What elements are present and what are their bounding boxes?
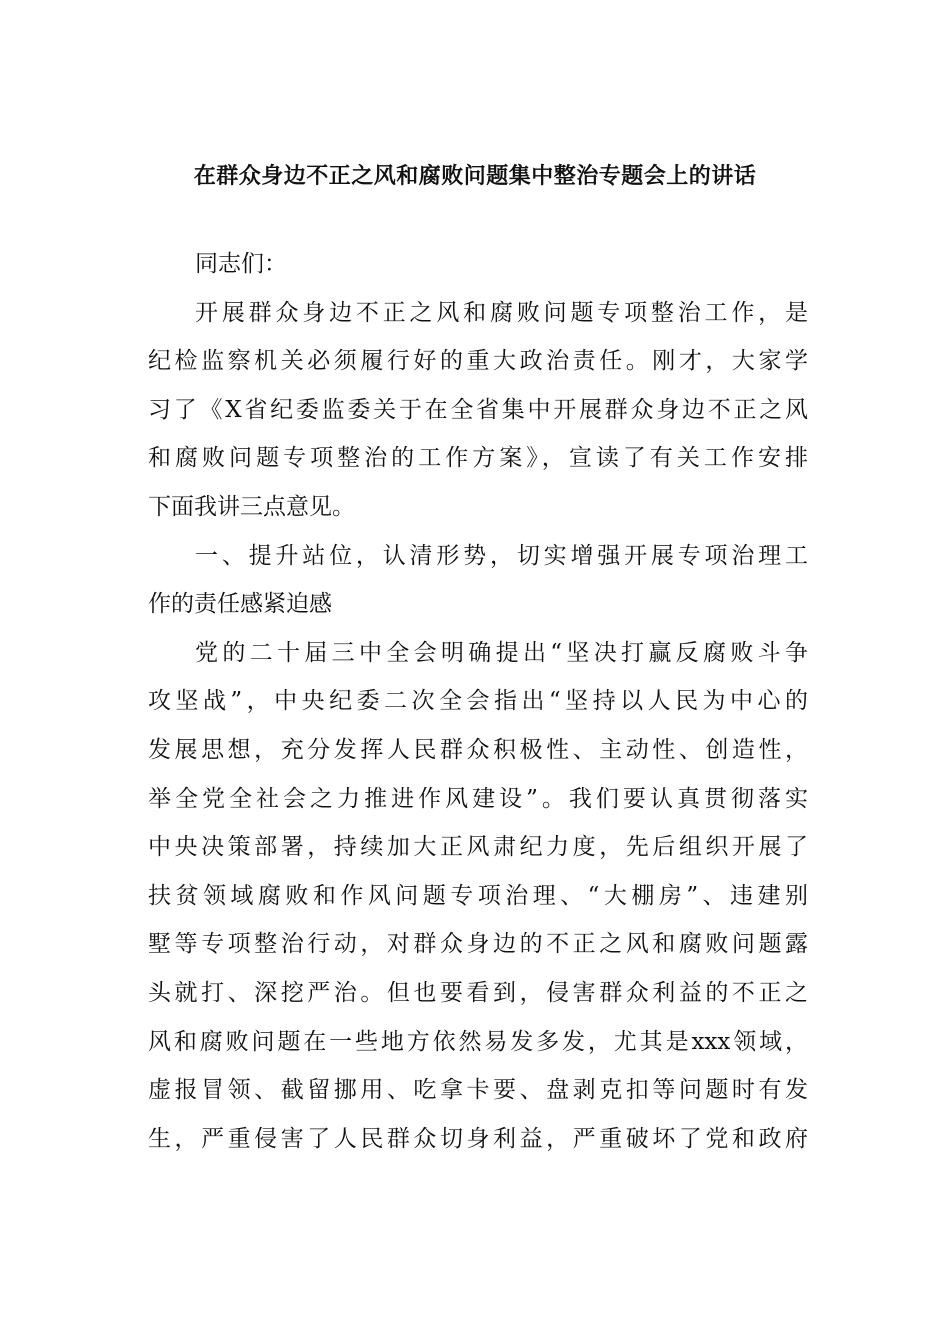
text-line: 作的责任感紧迫感 xyxy=(148,591,332,618)
text-line: 发展思想，充分发挥人民群众积极性、主动性、创造性， xyxy=(148,736,808,763)
text-line: 同志们： xyxy=(195,251,287,277)
text-line: 和腐败问题专项整治的工作方案》，宣读了有关工作安排 xyxy=(148,445,808,472)
paragraph-section-1-body xyxy=(148,641,808,1176)
text-line: 生，严重侵害了人民群众切身利益，严重破坏了党和政府 xyxy=(148,1125,808,1152)
text-line: 一、提升站位，认清形势，切实增强开展专项治理工 xyxy=(195,542,808,569)
document-title: 在群众身边不正之风和腐败问题集中整治专题会上的讲话 xyxy=(193,164,757,189)
text-line: 习了《X省纪委监委关于在全省集中开展群众身边不正之风 xyxy=(148,396,808,423)
text-line: 头就打、深挖严治。但也要看到，侵害群众利益的不正之 xyxy=(148,979,808,1006)
text-line: 风和腐败问题在一些地方依然易发多发，尤其是xxx领域， xyxy=(148,1028,808,1055)
text-line: 下面我讲三点意见。 xyxy=(148,493,355,520)
text-line: 党的二十届三中全会明确提出“坚决打赢反腐败斗争 xyxy=(195,639,808,666)
text-line: 虚报冒领、截留挪用、吃拿卡要、盘剥克扣等问题时有发 xyxy=(148,1077,808,1104)
text-line: 举全党全社会之力推进作风建设”。我们要认真贯彻落实 xyxy=(148,785,808,812)
text-line: 攻坚战”，中央纪委二次全会指出“坚持以人民为中心的 xyxy=(148,688,808,715)
section-heading-1 xyxy=(148,544,808,641)
document-body xyxy=(148,252,808,1175)
paragraph-salutation xyxy=(148,252,808,301)
paragraph-opening xyxy=(148,301,808,544)
text-line: 中央决策部署，持续加大正风肃纪力度，先后组织开展了 xyxy=(148,834,808,861)
text-line: 扶贫领域腐败和作风问题专项治理、“大棚房”、违建别 xyxy=(148,882,808,909)
text-line: 开展群众身边不正之风和腐败问题专项整治工作，是 xyxy=(195,299,808,326)
text-line: 纪检监察机关必须履行好的重大政治责任。刚才，大家学 xyxy=(148,348,808,375)
text-line: 墅等专项整治行动，对群众身边的不正之风和腐败问题露 xyxy=(148,931,808,958)
